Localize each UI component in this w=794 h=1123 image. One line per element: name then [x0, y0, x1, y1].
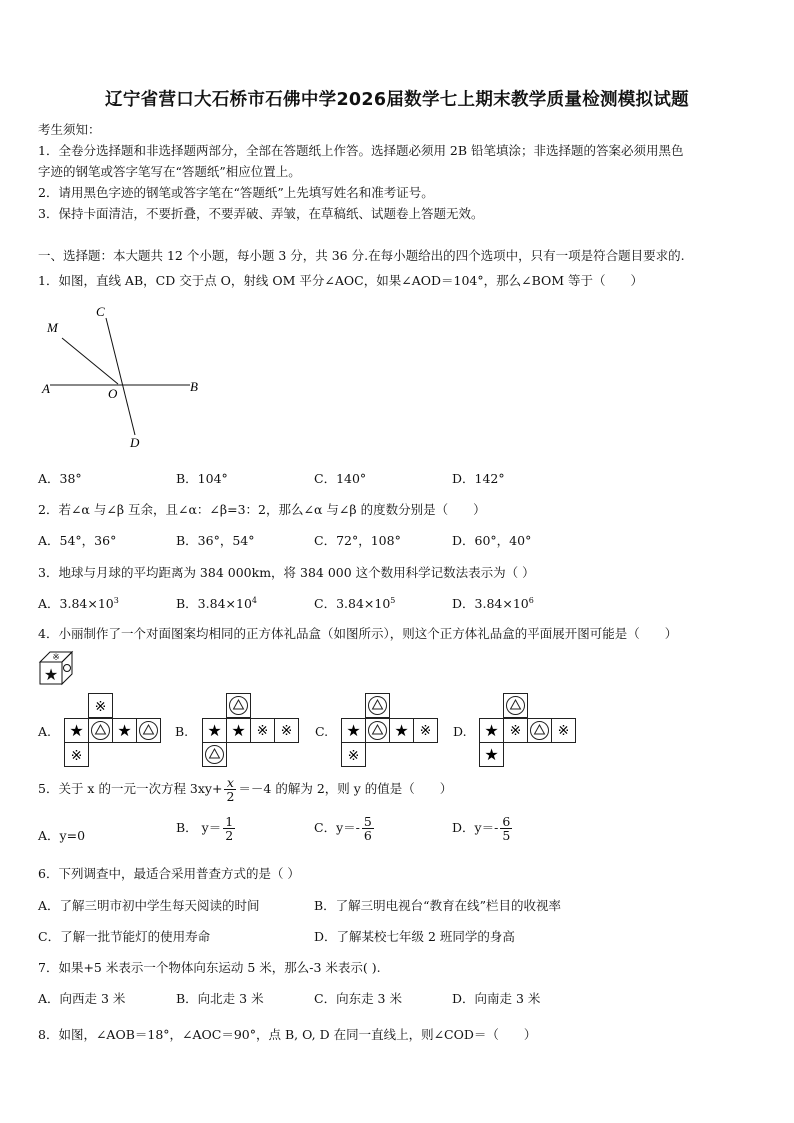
svg-text:※: ※: [256, 724, 269, 739]
question-2-stem: 2．若∠α 与∠β 互余，且∠α：∠β=3：2，那么∠α 与∠β 的度数分别是（ ）: [38, 502, 486, 517]
option-c: C．y＝- $\frac{5}{6}$: [314, 814, 372, 844]
option-d-label: D.: [453, 724, 467, 739]
option-a: A．54°，36°: [38, 533, 117, 548]
svg-text:※: ※: [70, 749, 83, 764]
net-option-b: [202, 693, 302, 768]
question-7-stem: 7．如果+5 米表示一个物体向东运动 5 米，那么-3 米表示( ).: [38, 960, 381, 975]
svg-text:※: ※: [509, 724, 522, 739]
svg-text:※: ※: [94, 700, 107, 715]
option-a: A．y=0: [38, 828, 86, 843]
option-b: B．$3.84\times 10^4$: [176, 595, 257, 611]
option-b: B．了解三明电视台“教育在线”栏目的收视率: [314, 898, 561, 913]
option-c: C．了解一批节能灯的使用寿命: [38, 929, 211, 944]
svg-text:★: ★: [43, 667, 59, 684]
option-d: D．$3.84\times 10^6$: [452, 595, 534, 611]
label-m: M: [47, 320, 58, 335]
svg-text:★: ★: [117, 723, 132, 740]
option-c: C．向东走 3 米: [314, 991, 402, 1006]
label-b: B: [190, 379, 198, 394]
option-c: C．$3.84\times 10^5$: [314, 595, 396, 611]
note-line: 3．保持卡面清洁，不要折叠，不要弄破、弄皱，在草稿纸、试题卷上答题无效。: [38, 206, 484, 221]
section-heading: 一、选择题：本大题共 12 个小题，每小题 3 分，共 36 分.在每小题给出的四个选项中，只有一项是符合题目要求的.: [38, 248, 685, 263]
option-d: D．60°，40°: [452, 533, 532, 548]
note-line: 1．全卷分选择题和非选择题两部分，全部在答题纸上作答。选择题必须用 2B 铅笔填涂；非选择题的答案必须用黑色: [38, 143, 684, 158]
svg-text:★: ★: [484, 723, 499, 740]
label-a: A: [42, 381, 50, 396]
question-8-stem: 8．如图，∠AOB＝18°，∠AOC＝90°，点 B, O, D 在同一直线上，则∠COD＝（ ）: [38, 1027, 537, 1042]
label-c: C: [96, 304, 105, 319]
page-title: 辽宁省营口大石桥市石佛中学2026届数学七上期末教学质量检测模拟试题: [105, 90, 689, 110]
question-4-stem: 4．小丽制作了一个对面图案均相同的正方体礼品盒（如图所示），则这个正方体礼品盒的平面展开图可能是（ ）: [38, 626, 678, 641]
net-option-a: [64, 693, 164, 768]
question-6-stem: 6．下列调查中，最适合采用普查方式的是（ ）: [38, 866, 300, 881]
svg-text:★: ★: [231, 723, 246, 740]
option-d: D．了解某校七年级 2 班同学的身高: [314, 929, 515, 944]
svg-text:★: ★: [484, 747, 499, 764]
option-d: D．142°: [452, 471, 505, 486]
net-option-d: [479, 693, 579, 768]
svg-text:※: ※: [419, 724, 432, 739]
label-d: D: [130, 435, 140, 450]
option-a: A．向西走 3 米: [38, 991, 126, 1006]
option-a: A．了解三明市初中学生每天阅读的时间: [38, 898, 260, 913]
option-c: C．72°，108°: [314, 533, 401, 548]
option-a: A．$3.84\times 10^3$: [38, 595, 119, 611]
svg-text:※: ※: [280, 724, 293, 739]
label-o: O: [108, 386, 118, 401]
svg-text:★: ★: [394, 723, 409, 740]
notes-header: 考生须知：: [38, 122, 101, 137]
option-b: B． y＝ $\frac{1}{2}$: [176, 814, 234, 844]
option-d: D．y＝- $\frac{6}{5}$: [452, 814, 511, 844]
option-a-label: A.: [38, 724, 52, 739]
option-b: B．104°: [176, 471, 228, 486]
svg-text:★: ★: [346, 723, 361, 740]
svg-text:※: ※: [52, 652, 60, 662]
question-3-stem: 3．地球与月球的平均距离为 384 000km，将 384 000 这个数用科学记数法表示为（ ）: [38, 565, 535, 580]
svg-text:★: ★: [69, 723, 84, 740]
gift-box-cube-figure: [38, 650, 74, 686]
option-c: C．140°: [314, 471, 367, 486]
option-b: B．36°，54°: [176, 533, 255, 548]
option-b-label: B.: [175, 724, 189, 739]
option-b: B．向北走 3 米: [176, 991, 264, 1006]
svg-text:★: ★: [207, 723, 222, 740]
note-line: 2．请用黑色字迹的钢笔或答字笔在“答题纸”上先填写姓名和准考证号。: [38, 185, 434, 200]
question-5-stem: 5．关于 x 的一元一次方程 3xy+ $\frac{x}{2}$ ＝－4 的解为 2，则 y 的值是（ ）: [38, 775, 453, 805]
svg-text:※: ※: [347, 749, 360, 764]
question-1-figure: [40, 300, 215, 450]
note-line: 字迹的钢笔或答字笔写在“答题纸”相应位置上。: [38, 164, 301, 179]
option-c-label: C.: [315, 724, 329, 739]
option-a: A．38°: [38, 471, 82, 486]
net-option-c: [341, 693, 441, 768]
svg-text:※: ※: [557, 724, 570, 739]
option-d: D．向南走 3 米: [452, 991, 541, 1006]
question-1-stem: 1．如图，直线 AB，CD 交于点 O，射线 OM 平分∠AOC，如果∠AOD＝104°，那么∠BOM 等于（ ）: [38, 273, 644, 288]
